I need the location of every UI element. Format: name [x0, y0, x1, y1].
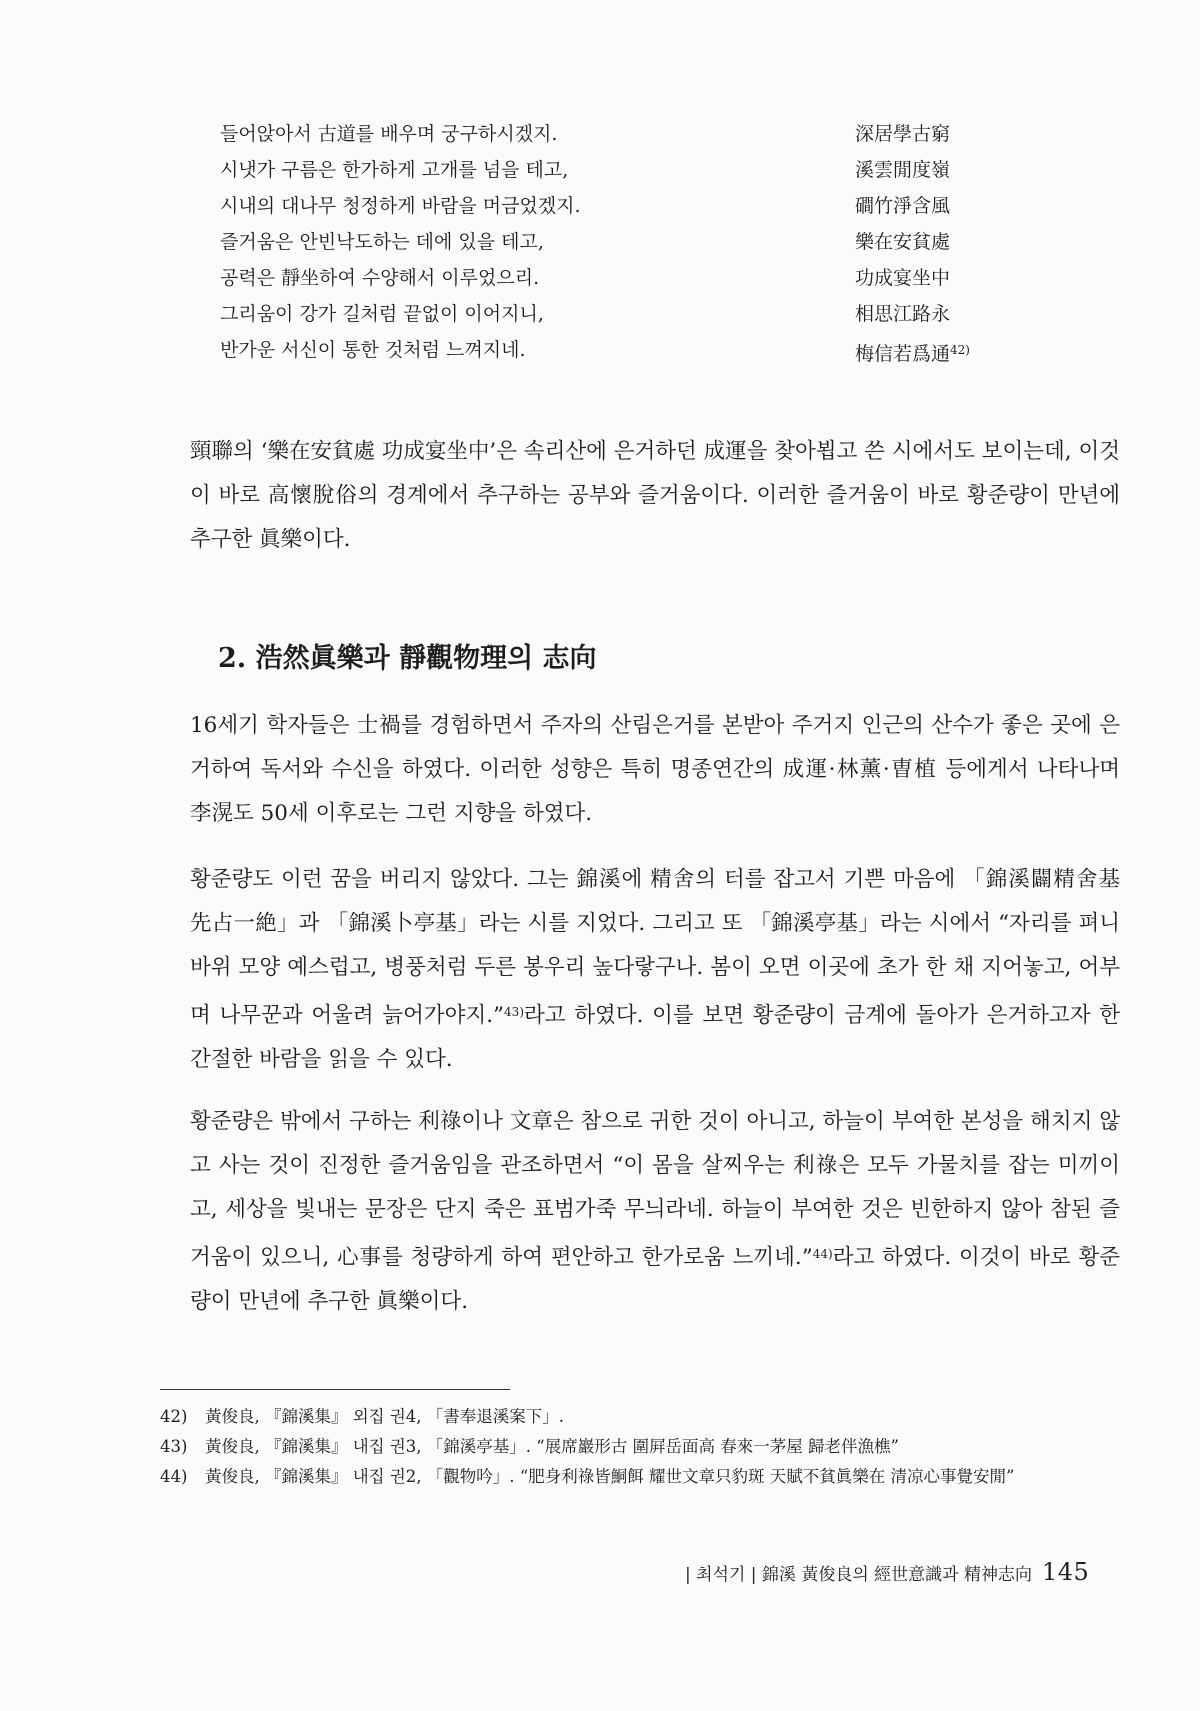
poem-line	[220, 296, 980, 332]
poem-chinese: 相思江路永	[855, 303, 951, 325]
poem-chinese: 深居學古窮	[855, 123, 951, 145]
footnote-ref: 42)	[950, 343, 970, 357]
footnote-ref: 44)	[812, 1246, 833, 1261]
poem-line	[220, 152, 980, 188]
footnote-ref: 43)	[504, 1004, 524, 1019]
footnote-text: 黃俊良, 『錦溪集』 내집 권2, 「觀物吟」. “肥身利祿皆鮦餌 耀世文章只豹斑 天賦不貧眞樂在 清凉心事覺安閒”	[205, 1467, 1015, 1486]
paragraph-2: 16세기 학자들은 士禍를 경험하면서 주자의 산림은거를 본받아 주거지 인근의 산수가 좋은 곳에 은거하여 독서와 수신을 하였다. 이러한 성향은 특히 명종연간의 成運·林薰·曺植 등에게서 나타나며 李滉도 50세 이후로는 그런 지향을 하였다.	[190, 712, 1120, 826]
footnote	[160, 1432, 1120, 1462]
poem-block	[220, 116, 980, 368]
paragraph-1: 頸聯의 ‘樂在安貧處 功成宴坐中’은 속리산에 은거하던 成運을 찾아뵙고 쓴 시에서도 보이는데, 이것이 바로 高懷脫俗의 경계에서 추구하는 공부와 즐거움이다. 이러한 즐거움이 바로 황준량이 만년에 추구한 眞樂이다.	[190, 438, 1120, 552]
poem-chinese: 溪雲閒度嶺	[855, 159, 951, 181]
footnote-divider	[160, 1389, 510, 1390]
poem-korean: 시냇가 구름은 한가하게 고개를 넘을 테고,	[220, 159, 569, 181]
poem-line	[220, 260, 980, 296]
footnote	[160, 1402, 1120, 1432]
footnotes	[160, 1402, 1120, 1492]
poem-korean: 들어앉아서 古道를 배우며 궁구하시겠지.	[220, 123, 558, 145]
footnote	[160, 1462, 1120, 1492]
section-heading: 2. 浩然眞樂과 靜觀物理의 志向	[218, 643, 597, 675]
poem-line	[220, 188, 980, 224]
footnote-text: 黃俊良, 『錦溪集』 내집 권3, 「錦溪亭基」. “展席巖形古 圍屛岳面高 春來一茅屋 歸老伴漁樵”	[205, 1437, 899, 1456]
running-head: | 최석기 | 錦溪 黃俊良의 經世意識과 精神志向	[685, 1565, 1032, 1585]
poem-korean: 시내의 대나무 청정하게 바람을 머금었겠지.	[220, 195, 581, 217]
paragraph-3-text-end: 라고 하였다. 이를 보면 황준량이 금계에 돌아가 은거하고자 한 간절한 바람을 읽을 수 있다.	[190, 1002, 1120, 1072]
poem-line	[220, 116, 980, 152]
paragraph-3	[190, 858, 1120, 1082]
poem-korean: 공력은 靜坐하여 수양해서 이루었으리.	[220, 267, 540, 289]
poem-chinese: 功成宴坐中	[855, 267, 951, 289]
paragraph-4-text-end: 라고 하였다. 이것이 바로 황준량이 만년에 추구한 眞樂이다.	[190, 1244, 1120, 1314]
footnote-text: 黃俊良, 『錦溪集』 외집 권4, 「書奉退溪案下」.	[205, 1407, 565, 1426]
poem-line	[220, 332, 980, 368]
footnote-number: 43)	[160, 1437, 188, 1456]
poem-line	[220, 224, 980, 260]
paragraph-3-text: 황준량도 이런 꿈을 버리지 않았다. 그는 錦溪에 精舍의 터를 잡고서 기쁜 마음에 「錦溪闢精舍基 先占一絶」과 「錦溪卜亭基」라는 시를 지었다. 그리고 또 「錦溪亭基」라는 시에서 “자리를 펴니 바위 모양 예스럽고, 병풍처럼 두른 봉우리 높다랗구나. 봄이 오면 이곳에 초가 한 채 지어놓고, 어부며 나무꾼과 어울려 늙어가야지.”	[190, 866, 1120, 1028]
paragraph-4-text: 황준량은 밖에서 구하는 利祿이나 文章은 참으로 귀한 것이 아니고, 하늘이 부여한 본성을 해치지 않고 사는 것이 진정한 즐거움임을 관조하면서 “이 몸을 살찌우는 利祿은 모두 가물치를 잡는 미끼이고, 세상을 빛내는 문장은 단지 죽은 표범가죽 무늬라네. 하늘이 부여한 것은 빈한하지 않아 참된 즐거움이 있으니, 心事를 청량하게 하여 편안하고 한가로움 느끼네.”	[190, 1108, 1120, 1270]
page-footer	[685, 1557, 1089, 1590]
page-number: 145	[1042, 1558, 1090, 1586]
poem-chinese-text: 梅信若爲通	[855, 343, 951, 365]
poem-korean: 반가운 서신이 통한 것처럼 느껴지네.	[220, 339, 526, 361]
footnote-number: 42)	[160, 1407, 188, 1426]
paragraph-4	[190, 1100, 1120, 1324]
poem-chinese: 磵竹淨含風	[855, 195, 951, 217]
poem-korean: 그리움이 강가 길처럼 끝없이 이어지니,	[220, 303, 544, 325]
poem-chinese: 樂在安貧處	[855, 231, 951, 253]
footnote-number: 44)	[160, 1467, 188, 1486]
poem-chinese	[855, 332, 970, 372]
poem-korean: 즐거움은 안빈낙도하는 데에 있을 테고,	[220, 231, 544, 253]
